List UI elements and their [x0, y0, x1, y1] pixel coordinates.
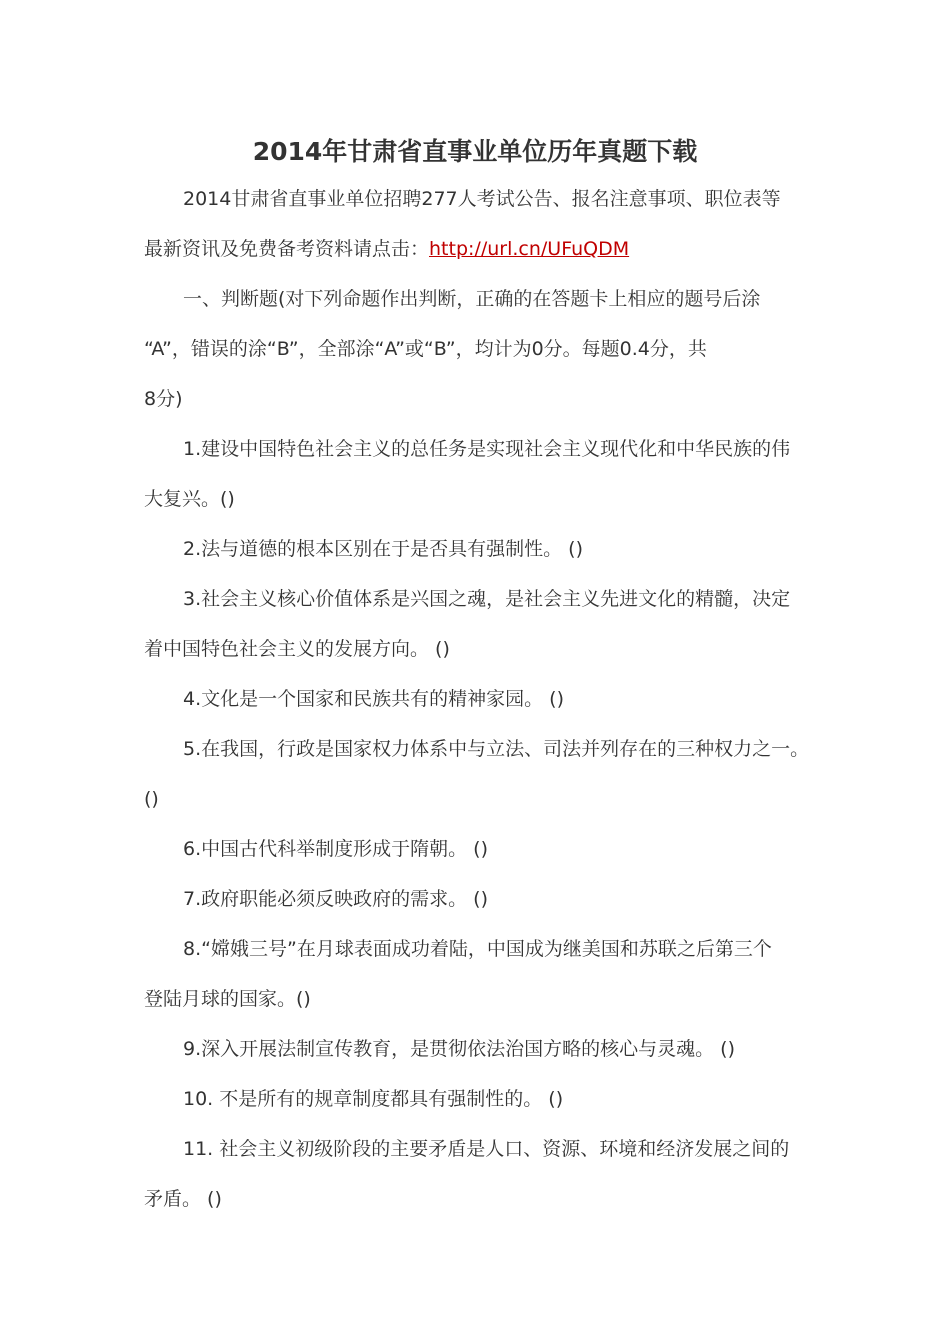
question-8-line-1: 8.“嫦娥三号”在月球表面成功着陆，中国成为继美国和苏联之后第三个: [183, 938, 772, 960]
question-7: 7.政府职能必须反映政府的需求。 (): [183, 888, 488, 910]
section-heading-line-3: 8分): [144, 388, 183, 410]
intro-line-2-text: 最新资讯及免费备考资料请点击：: [144, 238, 430, 260]
document-title: 2014年甘肃省直事业单位历年真题下载: [252, 137, 698, 166]
question-4: 4.文化是一个国家和民族共有的精神家园。 (): [183, 688, 564, 710]
question-10: 10. 不是所有的规章制度都具有强制性的。 (): [183, 1088, 564, 1110]
question-3-line-1: 3.社会主义核心价值体系是兴国之魂，是社会主义先进文化的精髓，决定: [183, 588, 791, 610]
intro-line-1: 2014甘肃省直事业单位招聘277人考试公告、报名注意事项、职位表等: [183, 188, 781, 210]
question-11-line-2: 矛盾。 (): [144, 1188, 222, 1210]
question-5-line-2: (): [144, 788, 159, 810]
question-3-line-2: 着中国特色社会主义的发展方向。 (): [144, 638, 450, 660]
question-9: 9.深入开展法制宣传教育，是贯彻依法治国方略的核心与灵魂。 (): [183, 1038, 735, 1060]
intro-line-2: [144, 234, 629, 264]
question-6: 6.中国古代科举制度形成于隋朝。 (): [183, 838, 488, 860]
section-heading-line-2: “A”，错误的涂“B”，全部涂“A”或“B”，均计为0分。每题0.4分，共: [144, 338, 707, 360]
question-1-line-1: 1.建设中国特色社会主义的总任务是实现社会主义现代化和中华民族的伟: [183, 438, 791, 460]
question-1-line-2: 大复兴。(): [144, 488, 235, 510]
question-11-line-1: 11. 社会主义初级阶段的主要矛盾是人口、资源、环境和经济发展之间的: [183, 1138, 790, 1160]
question-2: 2.法与道德的根本区别在于是否具有强制性。 (): [183, 538, 583, 560]
question-8-line-2: 登陆月球的国家。(): [144, 988, 311, 1010]
resource-link[interactable]: http://url.cn/UFuQDM: [429, 238, 630, 260]
question-5-line-1: 5.在我国，行政是国家权力体系中与立法、司法并列存在的三种权力之一。: [183, 738, 810, 760]
section-heading-line-1: 一、判断题(对下列命题作出判断，正确的在答题卡上相应的题号后涂: [183, 288, 761, 310]
